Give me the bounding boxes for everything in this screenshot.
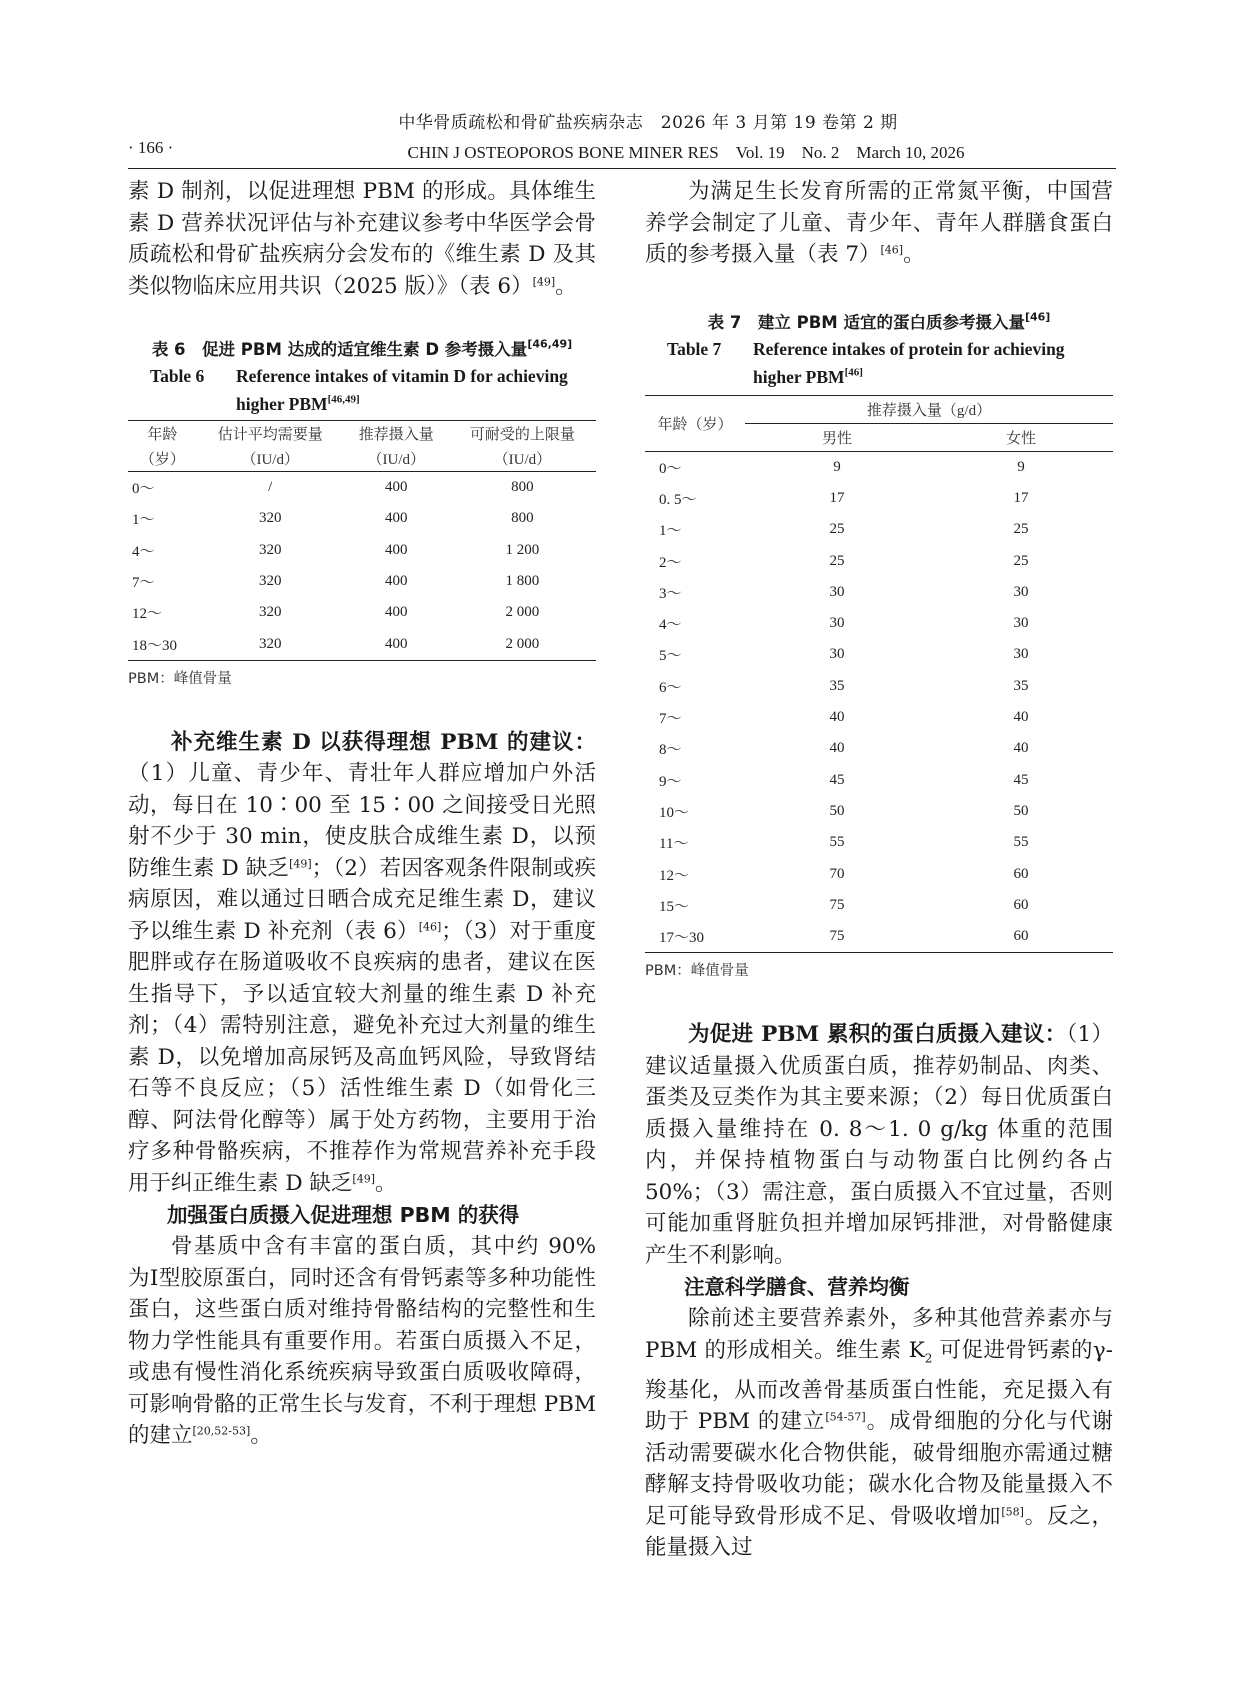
citation[interactable]: [20,52-53] xyxy=(192,1424,251,1438)
table-row: 15～ 75 60 xyxy=(659,896,1029,915)
journal-title-cn: 中华骨质疏松和骨矿盐疾病杂志 2026 年 3 月第 19 卷第 2 期 xyxy=(398,113,898,133)
table-row: 7～ 40 40 xyxy=(659,709,1029,728)
citation[interactable]: [49] xyxy=(289,857,312,871)
table-row: 10～ 50 50 xyxy=(659,802,1029,821)
table7-title-en: Table 7 Reference intakes of protein for achieving higher PBM[46] xyxy=(667,338,1065,387)
table-header: 男性 xyxy=(745,423,929,451)
page-number: · 166 · xyxy=(128,138,174,157)
protein-recommendation: 为促进 PBM 累积的蛋白质摄入建议：（1）建议适量摄入优质蛋白质，推荐奶制品、肉类、蛋类及豆类作为其主要来源；（2）每日优质蛋白质摄入量维持在 0. 8～1. 0 g/kg 体重的范围内，并保持植物蛋白与动物蛋白比例约各占 50%；（3）需注意，蛋白质摄入不宜过量，否则可能加重肾脏负担并增加尿钙排泄，对骨骼健康产生不利影响。 xyxy=(645,1022,1113,1268)
citation[interactable]: [46] xyxy=(880,243,904,257)
table-row: 8～ 40 40 xyxy=(659,740,1029,759)
table-row: 11～ 55 55 xyxy=(659,834,1029,853)
intro-paragraph: 素 D 制剂，以促进理想 PBM 的形成。具体维生素 D 营养状况评估与补充建议参考中华医学会骨质疏松和骨矿盐疾病分会发布的《维生素 D 及其类似物临床应用共识（2025 版）》（表 6）[49]。 xyxy=(128,179,596,299)
vitamin-d-recommendation: 补充维生素 D 以获得理想 PBM 的建议：（1）儿童、青少年、青壮年人群应增加户外活动，每日在 10∶00 至 15∶00 之间接受日光照射不少于 30 min，使皮肤合成维生素 D，以预防维生素 D 缺乏[49]；（2）若因客观条件限制或疾病原因，难以通过日晒合成充足维生素 D，建议予以维生素 D 补充剂（表 6）[46]；（3）对于重度肥胖或存在肠道吸收不良疾病的患者，建议在医生指导下，予以适宜较大剂量的维生素 D 补充剂；（4）需特别注意，避免补充过大剂量的维生素 D，以免增加高尿钙及高血钙风险，导致肾结石等不良反应；（5）活性维生素 D（如骨化三醇、阿法骨化醇等）属于处方药物，主要用于治疗多种骨骼疾病，不推荐作为常规营养补充手段用于纠正维生素 D 缺乏[49]。 xyxy=(128,729,596,1196)
table-row: 2～ 25 25 xyxy=(659,552,1029,571)
table-row: 7～ 320 400 1 800 xyxy=(132,573,540,592)
table-header-unit: （岁） xyxy=(128,446,197,472)
table-header-unit: （IU/d） xyxy=(449,446,596,472)
table7 xyxy=(645,395,1113,954)
diet-paragraph: 除前述主要营养素外，多种其他营养素亦与 PBM 的形成相关。维生素 $K_2$ 可促进骨钙素的γ-羧基化，从而改善骨基质蛋白性能，充足摄入有助于 PBM 的建立[54-57]。成骨细胞的分化与代谢活动需要碳水化合物供能，破骨细胞亦需通过糖酵解支持骨吸收功能；碳水化合物及能量摄入不足可能导致骨形成不足、骨吸收增加[58]。反之，能量摄入过 xyxy=(645,1306,1113,1561)
table-row: 12～ 70 60 xyxy=(659,865,1029,884)
table-header: 年龄 xyxy=(147,427,178,443)
table-row: 9～ 45 45 xyxy=(659,771,1029,790)
citation[interactable]: [58] xyxy=(1001,1504,1024,1518)
table7-title-cn: 表 7 建立 PBM 适宜的蛋白质参考摄入量[46] xyxy=(707,309,1051,332)
table-header: 估计平均需要量 xyxy=(217,427,323,443)
table-row: 0. 5～ 17 17 xyxy=(659,489,1029,508)
table-row: 12～ 320 400 2 000 xyxy=(132,604,540,623)
table-header: 推荐摄入量 xyxy=(358,427,434,443)
table-header: 推荐摄入量（g/d） xyxy=(745,395,1113,423)
table-row: 1～ 320 400 800 xyxy=(132,510,534,529)
table-row: 1～ 25 25 xyxy=(659,521,1029,540)
protein-paragraph: 骨基质中含有丰富的蛋白质，其中约 90% 为Ⅰ型胶原蛋白，同时还含有骨钙素等多种功能性蛋白，这些蛋白质对维持骨骼结构的完整性和生物力学性能具有重要作用。若蛋白质摄入不足，或患有慢性消化系统疾病导致蛋白质吸收障碍，可影响骨骼的正常生长与发育，不利于理想 PBM 的建立[20,52-53]。 xyxy=(128,1234,596,1449)
table-row: 6～ 35 35 xyxy=(659,677,1029,696)
table-header-unit: （IU/d） xyxy=(344,446,449,472)
table-row: 17～30 75 60 xyxy=(659,928,1029,947)
page-header xyxy=(128,96,1116,169)
table-header: 女性 xyxy=(929,423,1113,451)
table-header: 可耐受的上限量 xyxy=(469,427,575,443)
table7-note: PBM：峰值骨量 xyxy=(645,963,749,980)
section-heading-protein: 加强蛋白质摄入促进理想 PBM 的获得 xyxy=(166,1203,520,1228)
section-heading-diet: 注意科学膳食、营养均衡 xyxy=(683,1275,910,1300)
table6-title-en: Table 6 Reference intakes of vitamin D for achieving higher PBM[46,49] xyxy=(150,366,568,414)
table-header: 年龄（岁） xyxy=(645,395,745,451)
table-row: 18～30 320 400 2 000 xyxy=(132,635,540,654)
left-column xyxy=(128,176,596,1452)
table-row: 0～ / 400 800 xyxy=(132,479,534,498)
table-row: 4～ 320 400 1 200 xyxy=(132,541,540,560)
table-row: 3～ 30 30 xyxy=(659,583,1029,602)
citation[interactable]: [46] xyxy=(418,920,442,934)
journal-title-en: CHIN J OSTEOPOROS BONE MINER RES Vol. 19 No. 2 March 10, 2026 xyxy=(407,143,965,162)
table-header-unit: （IU/d） xyxy=(197,446,344,472)
table6-note: PBM：峰值骨量 xyxy=(128,670,232,687)
citation[interactable]: [49] xyxy=(532,274,556,288)
right-column xyxy=(645,176,1113,1564)
table6-title-cn: 表 6 促进 PBM 达成的适宜维生素 D 参考摄入量[46,49] xyxy=(151,337,573,359)
table-row: 5～ 30 30 xyxy=(659,646,1029,665)
protein-intro-paragraph: 为满足生长发育所需的正常氮平衡，中国营养学会制定了儿童、青少年、青年人群膳食蛋白质的参考摄入量（表 7）[46]。 xyxy=(645,179,1113,267)
table-row: 0～ 9 9 xyxy=(659,458,1025,477)
table6 xyxy=(128,420,596,661)
citation[interactable]: [49] xyxy=(352,1172,376,1186)
citation[interactable]: [54-57] xyxy=(825,1410,866,1424)
table-row: 4～ 30 30 xyxy=(659,615,1029,634)
